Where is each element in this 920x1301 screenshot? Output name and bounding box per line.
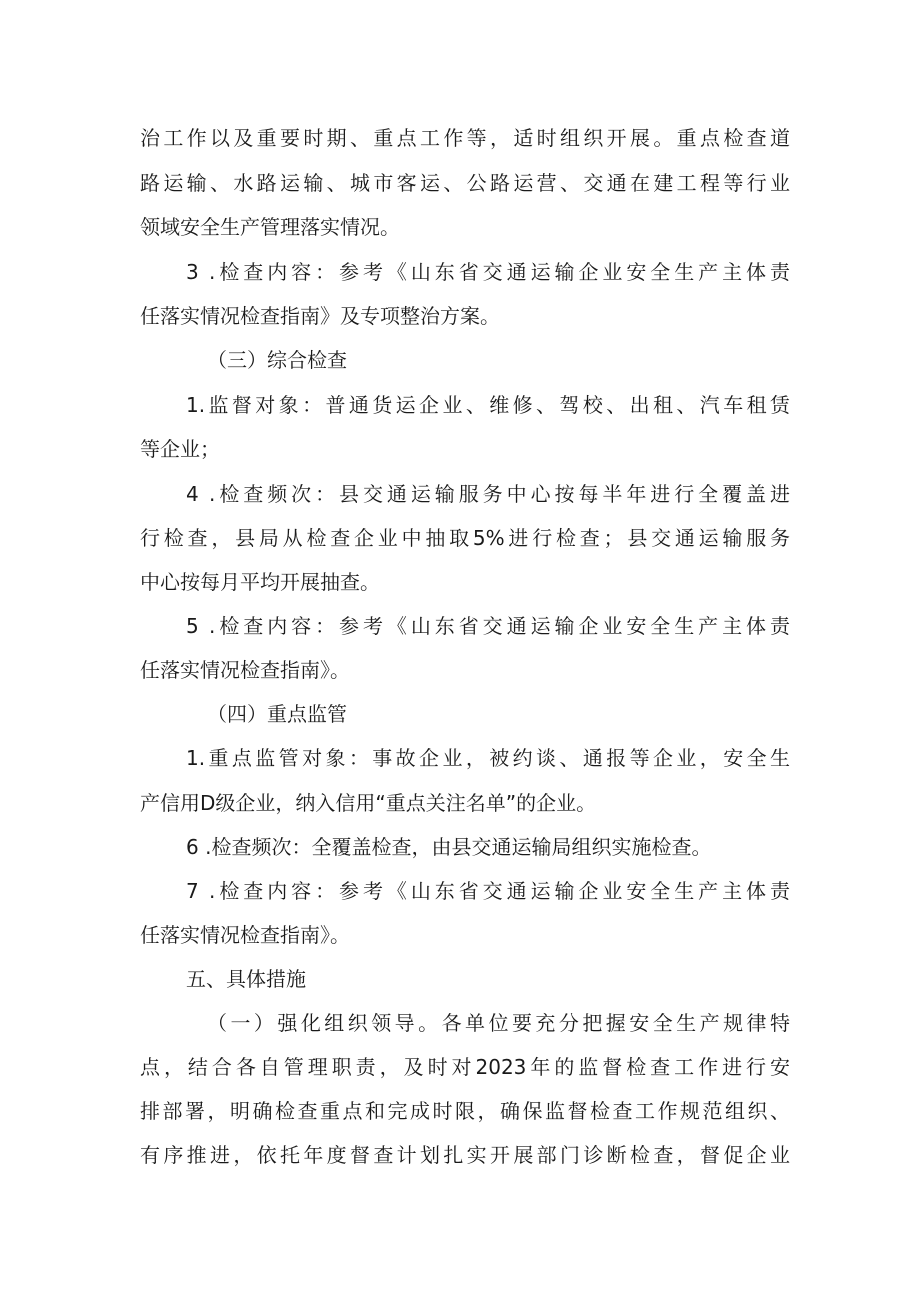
paragraph-line: 治工作以及重要时期、重点工作等，适时组织开展。重点检查道 — [140, 126, 790, 150]
list-item-line: 1.监督对象：普通货运企业、维修、驾校、出租、汽车租赁 — [186, 393, 790, 417]
list-item-line: 任落实情况检查指南》。 — [140, 923, 350, 947]
list-item-line: 等企业； — [140, 437, 220, 461]
section-heading: （四）重点监管 — [207, 702, 347, 726]
section-heading: （三）综合检查 — [207, 348, 347, 372]
list-item-line: 1.重点监管对象：事故企业，被约谈、通报等企业，安全生 — [186, 746, 790, 770]
list-item-line: 行检查，县局从检查企业中抽取5%进行检查；县交通运输服务 — [140, 526, 790, 550]
list-item-line: 3 .检查内容：参考《山东省交通运输企业安全生产主体责 — [186, 260, 790, 284]
paragraph-line: 路运输、水路运输、城市客运、公路运营、交通在建工程等行业 — [140, 171, 790, 195]
paragraph-line: 领域安全生产管理落实情况。 — [140, 215, 400, 239]
list-item-line: 任落实情况检查指南》。 — [140, 658, 350, 682]
paragraph-line: 排部署，明确检查重点和完成时限，确保监督检查工作规范组织、 — [140, 1099, 790, 1123]
list-item-line: 6 .检查频次：全覆盖检查，由县交通运输局组织实施检查。 — [186, 835, 712, 859]
list-item-line: 7 .检查内容：参考《山东省交通运输企业安全生产主体责 — [186, 879, 790, 903]
paragraph-line: 点，结合各自管理职责，及时对2023年的监督检查工作进行安 — [140, 1055, 790, 1079]
list-item-line: 中心按每月平均开展抽查。 — [140, 570, 380, 594]
list-item-line: 产信用D级企业，纳入信用“重点关注名单”的企业。 — [140, 791, 597, 815]
chapter-heading: 五、具体措施 — [186, 967, 306, 991]
list-item-line: 任落实情况检查指南》及专项整治方案。 — [140, 304, 500, 328]
list-item-line: 5 .检查内容：参考《山东省交通运输企业安全生产主体责 — [186, 614, 790, 638]
paragraph-line: （一）强化组织领导。各单位要充分把握安全生产规律特 — [207, 1011, 790, 1035]
paragraph-line: 有序推进，依托年度督查计划扎实开展部门诊断检查，督促企业 — [140, 1143, 790, 1167]
list-item-line: 4 .检查频次：县交通运输服务中心按每半年进行全覆盖进 — [186, 482, 790, 506]
